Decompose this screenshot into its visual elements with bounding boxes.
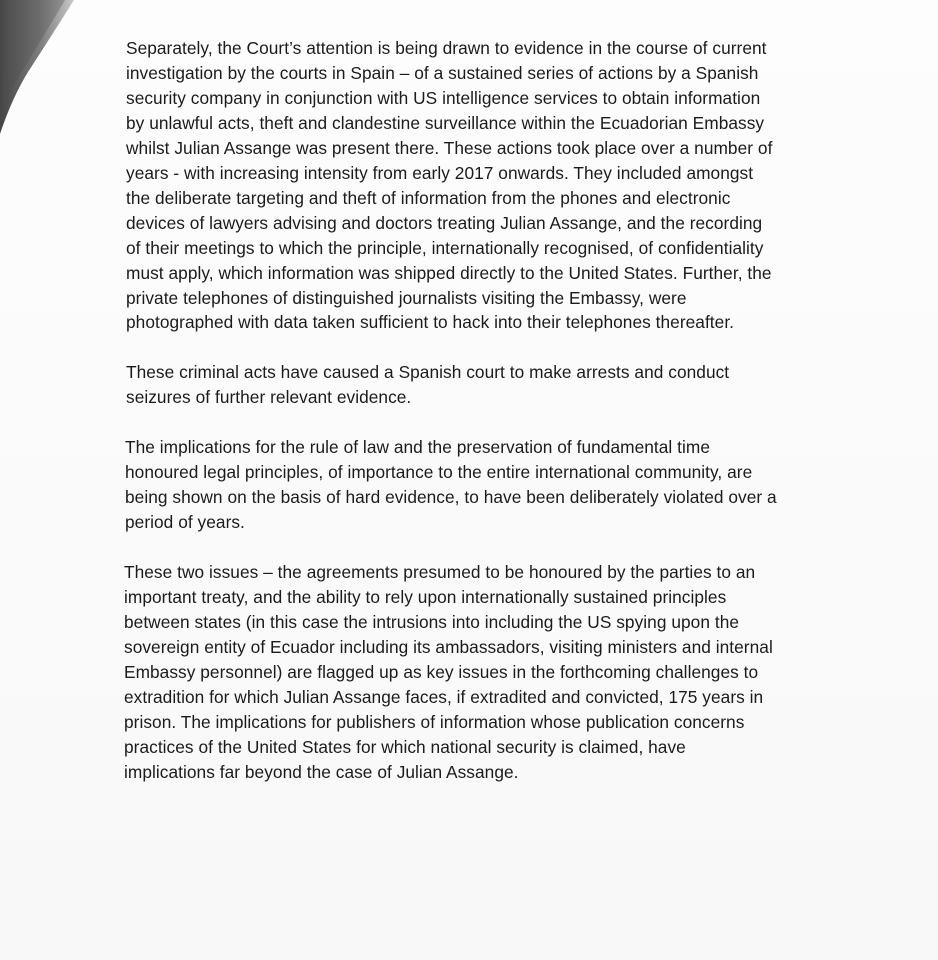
paragraph-embassy-surveillance [124, 36, 844, 335]
text-line: years - with increasing intensity from early 2017 onwards. They included amongst [126, 162, 754, 183]
text-line: whilst Julian Assange was present there. These actions took place over a number of [126, 137, 773, 158]
text-line: honoured legal principles, of importance to the entire international community, are [125, 462, 753, 483]
text-line: prison. The implications for publishers of information whose publication concerns [124, 711, 745, 732]
text-line: being shown on the basis of hard evidence, to have been deliberately violated over a [125, 487, 777, 508]
text-line: investigation by the courts in Spain – of a sustained series of actions by a Spanish [126, 62, 759, 83]
text-line: These two issues – the agreements presumed to be honoured by the parties to an [124, 561, 756, 582]
text-line: These criminal acts have caused a Spanish court to make arrests and conduct [126, 362, 730, 383]
text-line: photographed with data taken sufficient to hack into their telephones thereafter. [126, 312, 735, 333]
text-line: devices of lawyers advising and doctors treating Julian Assange, and the recording [126, 212, 763, 233]
text-line: sovereign entity of Ecuador including its ambassadors, visiting ministers and internal [124, 636, 773, 657]
scan-edge-shadow [0, 0, 90, 170]
text-line: practices of the United States for which national security is claimed, have [124, 736, 686, 757]
text-line: Embassy personnel) are flagged up as key issues in the forthcoming challenges to [124, 661, 759, 682]
text-line: must apply, which information was shipped directly to the United States. Further, the [126, 262, 772, 283]
text-line: Separately, the Court’s attention is being drawn to evidence in the course of current [126, 38, 767, 58]
text-line: extradition for which Julian Assange faces, if extradited and convicted, 175 years in [124, 686, 764, 707]
text-line: seizures of further relevant evidence. [126, 387, 412, 408]
document-text-block [124, 36, 844, 785]
paragraph-rule-of-law [124, 435, 844, 535]
text-line: security company in conjunction with US intelligence services to obtain information [126, 87, 761, 108]
text-line: important treaty, and the ability to rely upon internationally sustained principles [124, 586, 727, 607]
text-line: by unlawful acts, theft and clandestine surveillance within the Ecuadorian Embassy [126, 112, 765, 133]
text-line: implications far beyond the case of Julian Assange. [124, 761, 519, 782]
text-line: period of years. [125, 512, 245, 533]
text-line: The implications for the rule of law and the preservation of fundamental time [125, 437, 710, 458]
text-line: of their meetings to which the principle, internationally recognised, of confidentiality [126, 237, 764, 258]
paragraph-criminal-acts [124, 360, 844, 410]
text-line: the deliberate targeting and theft of information from the phones and electronic [126, 187, 731, 208]
text-line: private telephones of distinguished journalists visiting the Embassy, were [126, 287, 687, 308]
paragraph-key-issues [124, 560, 844, 785]
text-line: between states (in this case the intrusions into including the US spying upon the [124, 611, 740, 632]
